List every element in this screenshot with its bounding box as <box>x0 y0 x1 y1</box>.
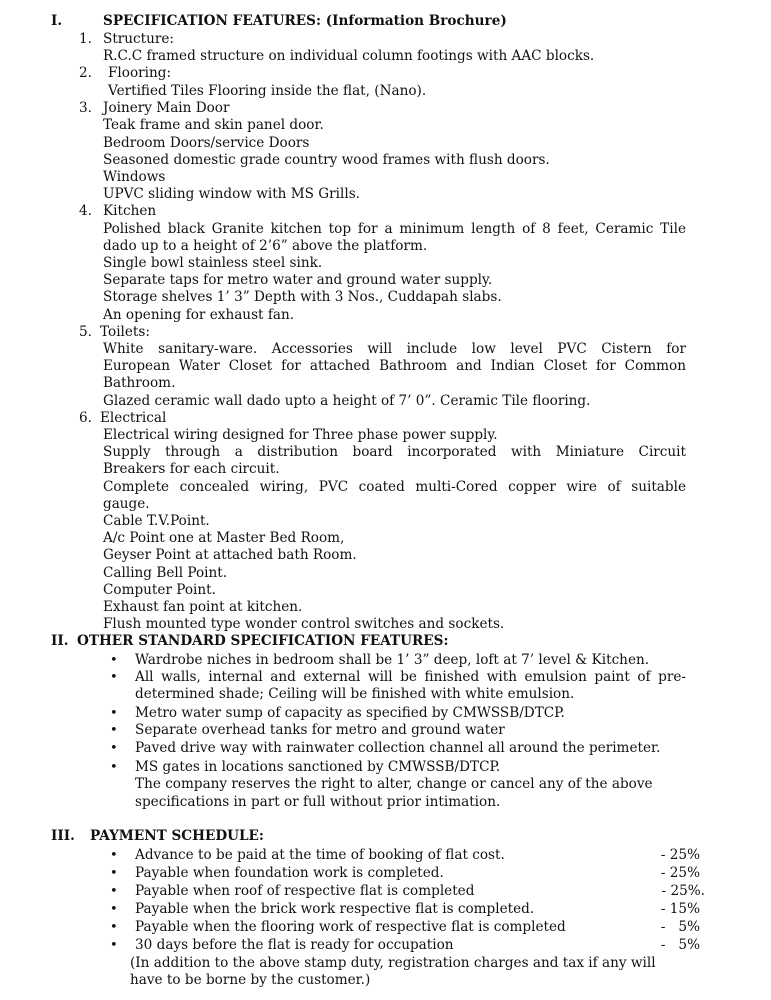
item-line: Seasoned domestic grade country wood frames with flush doors. <box>103 152 550 168</box>
item-line: European Water Closet for attached Bathroom and Indian Closet for Common <box>103 358 686 374</box>
item-line: Vertified Tiles Flooring inside the flat, (Nano). <box>108 83 427 99</box>
section-numeral-1: I. <box>51 13 63 29</box>
payment-row-text: Payable when the flooring work of respective flat is completed <box>135 919 566 935</box>
bullet-text: Metro water sump of capacity as specified by CMWSSB/DTCP. <box>135 705 565 721</box>
section-numeral-3: III. <box>51 828 75 844</box>
item-line: Teak frame and skin panel door. <box>103 117 324 133</box>
item-line: Cable T.V.Point. <box>103 513 210 529</box>
bullet-icon: • <box>110 706 118 721</box>
payment-row-text: Advance to be paid at the time of booking of flat cost. <box>135 847 505 863</box>
bullet-text: Separate overhead tanks for metro and ground water <box>135 722 505 738</box>
reservation-note-continued: specifications in part or full without prior intimation. <box>135 794 501 810</box>
item-line: Breakers for each circuit. <box>103 461 280 477</box>
item-line: gauge. <box>103 496 150 512</box>
bullet-icon: • <box>110 848 118 863</box>
item-line: Polished black Granite kitchen top for a minimum length of 8 feet, Ceramic Tile <box>103 221 686 237</box>
payment-row-text: 30 days before the flat is ready for occupation <box>135 937 454 953</box>
item-number: 1. <box>79 31 92 47</box>
section-title-other-standard: OTHER STANDARD SPECIFICATION FEATURES: <box>77 633 449 649</box>
bullet-icon: • <box>110 760 118 775</box>
bullet-icon: • <box>110 670 118 685</box>
item-heading-electrical: Electrical <box>100 410 167 426</box>
item-line: Exhaust fan point at kitchen. <box>103 599 303 615</box>
item-line: White sanitary-ware. Accessories will include low level PVC Cistern for <box>103 341 686 357</box>
bullet-text-continued: determined shade; Ceiling will be finished with white emulsion. <box>135 686 575 702</box>
item-number: 4. <box>79 203 92 219</box>
item-line: Flush mounted type wonder control switches and sockets. <box>103 616 505 632</box>
payment-row-percent: - 5% <box>660 919 700 935</box>
bullet-icon: • <box>110 866 118 881</box>
bullet-text: Paved drive way with rainwater collection channel all around the perimeter. <box>135 740 661 756</box>
item-number: 5. <box>79 324 92 340</box>
item-line: R.C.C framed structure on individual column footings with AAC blocks. <box>103 48 595 64</box>
payment-row-percent: - 25%. <box>661 883 705 899</box>
bullet-icon: • <box>110 938 118 953</box>
item-line: Supply through a distribution board incorporated with Miniature Circuit <box>103 444 686 460</box>
item-heading-structure: Structure: <box>103 31 174 47</box>
bullet-icon: • <box>110 920 118 935</box>
item-line: Glazed ceramic wall dado upto a height of 7’ 0”. Ceramic Tile flooring. <box>103 393 591 409</box>
bullet-text: All walls, internal and external will be finished with emulsion paint of pre- <box>135 669 686 685</box>
bullet-icon: • <box>110 723 118 738</box>
section-numeral-2: II. <box>51 633 69 649</box>
item-line: Geyser Point at attached bath Room. <box>103 547 357 563</box>
item-line: Computer Point. <box>103 582 216 598</box>
item-line: Electrical wiring designed for Three phase power supply. <box>103 427 498 443</box>
payment-row-text: Payable when the brick work respective flat is completed. <box>135 901 535 917</box>
item-line: Single bowl stainless steel sink. <box>103 255 323 271</box>
payment-row-text: Payable when foundation work is completed. <box>135 865 444 881</box>
payment-note-continued: have to be borne by the customer.) <box>130 972 371 988</box>
item-line: Storage shelves 1’ 3” Depth with 3 Nos., Cuddapah slabs. <box>103 289 502 305</box>
item-heading-kitchen: Kitchen <box>103 203 157 219</box>
payment-note: (In addition to the above stamp duty, registration charges and tax if any will <box>130 955 656 971</box>
item-line: Complete concealed wiring, PVC coated multi-Cored copper wire of suitable <box>103 479 686 495</box>
item-line: Calling Bell Point. <box>103 565 228 581</box>
bullet-icon: • <box>110 741 118 756</box>
item-line: An opening for exhaust fan. <box>103 307 295 323</box>
payment-row-percent: - 25% <box>660 847 700 863</box>
payment-row-percent: - 25% <box>660 865 700 881</box>
item-number: 6. <box>79 410 92 426</box>
bullet-text: Wardrobe niches in bedroom shall be 1’ 3” deep, loft at 7’ level & Kitchen. <box>135 652 650 668</box>
item-heading-flooring: Flooring: <box>108 65 172 81</box>
item-number: 3. <box>79 100 92 116</box>
section-title-specification: SPECIFICATION FEATURES: (Information Brochure) <box>103 13 507 29</box>
section-title-payment-schedule: PAYMENT SCHEDULE: <box>90 828 264 844</box>
bullet-text: MS gates in locations sanctioned by CMWSSB/DTCP. <box>135 759 501 775</box>
payment-row-percent: - 5% <box>660 937 700 953</box>
item-line: dado up to a height of 2’6” above the platform. <box>103 238 428 254</box>
payment-row-percent: - 15% <box>660 901 700 917</box>
item-line: Bathroom. <box>103 375 176 391</box>
item-heading-toilets: Toilets: <box>100 324 150 340</box>
item-line: Bedroom Doors/service Doors <box>103 135 310 151</box>
item-number: 2. <box>79 65 92 81</box>
item-line: UPVC sliding window with MS Grills. <box>103 186 360 202</box>
bullet-icon: • <box>110 653 118 668</box>
item-line: Separate taps for metro water and ground water supply. <box>103 272 493 288</box>
bullet-icon: • <box>110 884 118 899</box>
item-line: A/c Point one at Master Bed Room, <box>103 530 345 546</box>
item-line: Windows <box>103 169 166 185</box>
payment-row-text: Payable when roof of respective flat is completed <box>135 883 475 899</box>
reservation-note: The company reserves the right to alter, change or cancel any of the above <box>135 776 653 792</box>
item-heading-joinery: Joinery Main Door <box>103 100 230 116</box>
bullet-icon: • <box>110 902 118 917</box>
